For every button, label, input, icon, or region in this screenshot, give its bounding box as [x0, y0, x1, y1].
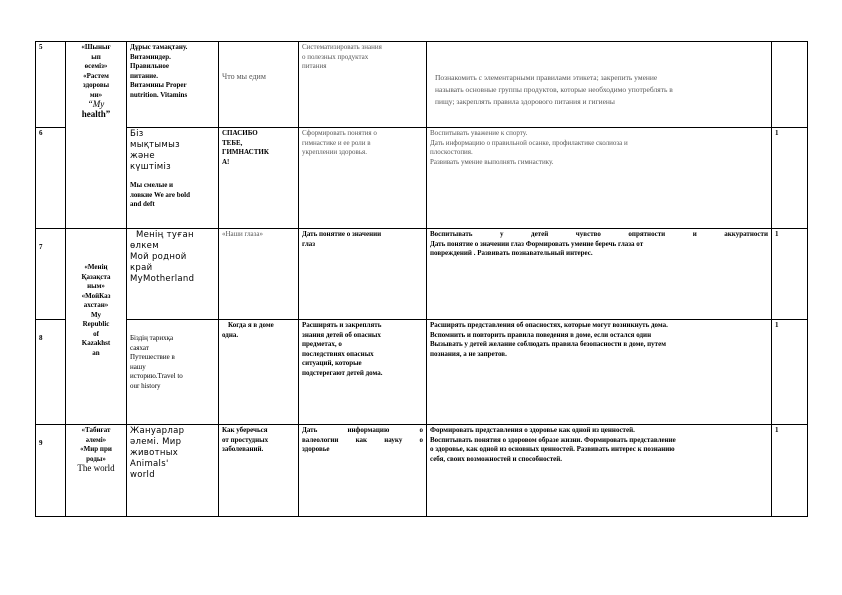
row-number: 9	[36, 425, 66, 517]
topic-cell: «Менің Қазақста ным» «МойКаз ахстан» My Republic of Kazakhst an	[66, 229, 127, 425]
lesson-cell: Когда я в доме одна.	[219, 320, 299, 425]
hours-cell: 1	[772, 425, 808, 517]
goal-cell: Дать информацию о валеологии как науку о здоровье	[299, 425, 427, 517]
topic-cell: «Шынығ ып өсеміз» «Растем здоровы ми» “My health”	[66, 42, 127, 229]
subtopic-cell: Жануарлар әлемі. Мир животных Animals' world	[127, 425, 219, 517]
tasks-cell: Формировать представления о здоровье как одной из ценностей. Воспитывать понятия о здоровом образе жизни. Формировать представление о здоровье, как одной из основных ценностей. Развивать интерес к познанию себя, своих возможностей и способностей.	[427, 425, 772, 517]
lesson-cell: Что мы едим	[219, 42, 299, 128]
goal-cell: Систематизировать знания о полезных продуктах питания	[299, 42, 427, 128]
row-number: 6	[36, 128, 66, 229]
subtopic-cell: Біздің тарихқа саяхат Путешествие в нашу историю.Travel to our history	[127, 320, 219, 425]
hours-cell: 1	[772, 128, 808, 229]
row-number: 8	[36, 320, 66, 425]
subtopic-cell: Менің туған өлкем Мой родной край MyMotherland	[127, 229, 219, 320]
subtopic-cell: Біз мықтымыз және күштіміз Мы смелые и ловкие We are bold and deft	[127, 128, 219, 229]
topic-cell: «Табиғат әлемі» «Мир при роды» The world	[66, 425, 127, 517]
table-row	[36, 42, 808, 128]
tasks-cell: Познакомить с элементарными правилами этикета; закрепить умение называть основные группы продуктов, которые необходимо употреблять в пищу; закреплять правила здорового питания и гигиены	[427, 42, 772, 128]
table-row	[36, 128, 808, 229]
lesson-plan-table	[35, 41, 808, 517]
tasks-cell: Воспитывать у детей чувство опрятности и аккуратности Дать понятие о значении глаз Формировать умение беречь глаза от повреждений . Развивать познавательный интерес.	[427, 229, 772, 320]
tasks-cell: Воспитывать уважение к спорту. Дать информацию о правильной осанке, профилактике сколиоза и плоскостопия. Развивать умение выполнять гимнастику.	[427, 128, 772, 229]
goal-cell: Дать понятие о значении глаз	[299, 229, 427, 320]
lesson-cell: Как уберечься от простудных заболеваний.	[219, 425, 299, 517]
table-row	[36, 425, 808, 517]
goal-cell: Расширять и закреплять знания детей об опасных предметах, о последствиях опасных ситуаций, которые подстерегают детей дома.	[299, 320, 427, 425]
lesson-cell: «Наши глаза»	[219, 229, 299, 320]
lesson-cell: СПАСИБО ТЕБЕ, ГИМНАСТИК А!	[219, 128, 299, 229]
goal-cell: Сформировать понятия о гимнастике и ее роли в укреплении здоровья.	[299, 128, 427, 229]
row-number: 5	[36, 42, 66, 128]
table-row	[36, 320, 808, 425]
hours-cell: 1	[772, 229, 808, 320]
hours-cell	[772, 42, 808, 128]
row-number: 7	[36, 229, 66, 320]
table-row	[36, 229, 808, 320]
subtopic-cell: Дұрыс тамақтану. Витаминдер. Правильное питание. Витамины Proper nutrition. Vitamins	[127, 42, 219, 128]
tasks-cell: Расширять представления об опасностях, которые могут возникнуть дома. Вспомнить и повторить правила поведения в доме, если остался один Вызывать у детей желание соблюдать правила безопасности в доме, путем познания, а не запретов.	[427, 320, 772, 425]
hours-cell: 1	[772, 320, 808, 425]
